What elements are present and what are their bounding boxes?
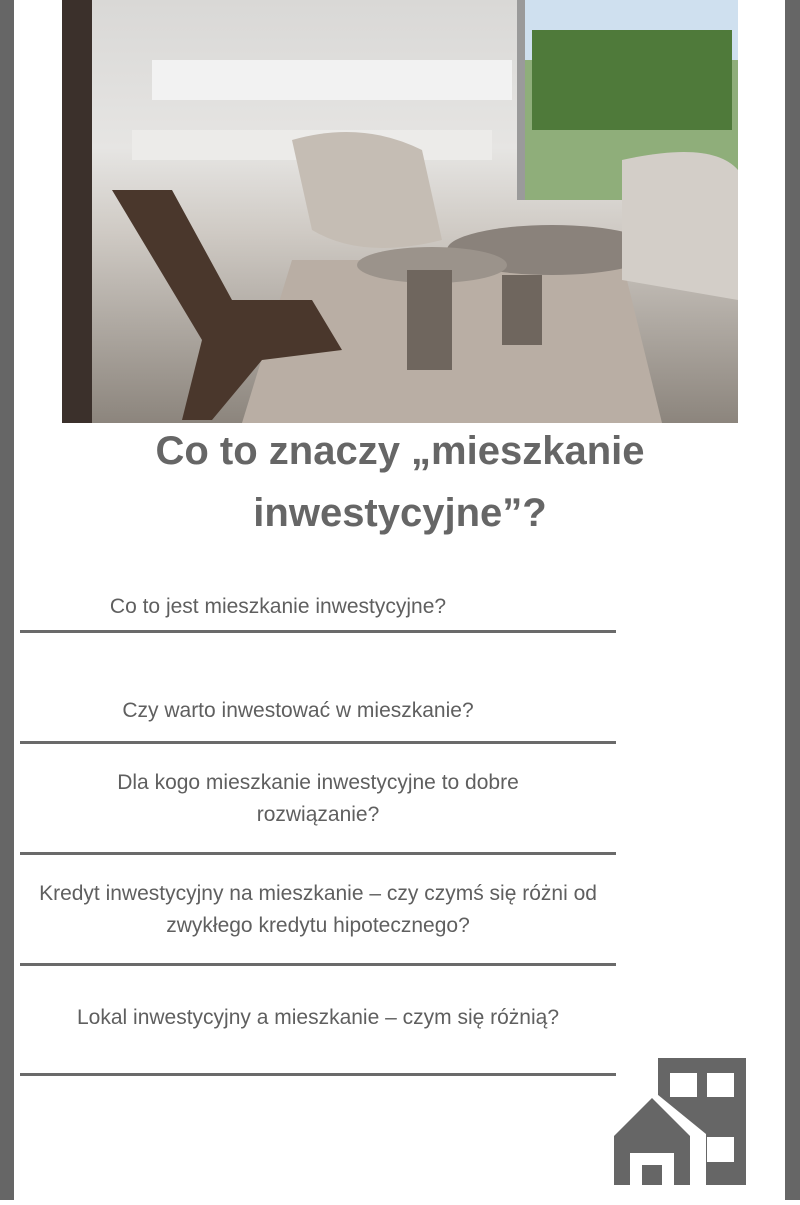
toc-link[interactable]: Co to jest mieszkanie inwestycyjne? (109, 595, 447, 618)
divider (20, 963, 616, 966)
divider (20, 1073, 616, 1076)
divider (20, 852, 616, 855)
house-building-icon (610, 1055, 750, 1205)
right-scrollbar-border (785, 0, 800, 1200)
toc-item[interactable] (20, 767, 616, 831)
divider (20, 630, 616, 633)
toc-link[interactable]: Czy warto inwestować w mieszkanie? (122, 699, 474, 722)
hero-interior-image (62, 0, 738, 423)
page-title: Co to znaczy „mieszkanie inwestycyjne”? (155, 429, 645, 535)
toc-link[interactable]: Kredyt inwestycyjny na mieszkanie – czy czymś się różni od zwykłego kredytu hipotecznego? (39, 882, 597, 937)
divider (20, 741, 616, 744)
left-border (0, 0, 14, 1200)
toc-item[interactable] (20, 591, 616, 623)
toc-item[interactable] (20, 695, 616, 727)
toc-link[interactable]: Lokal inwestycyjny a mieszkanie – czym się różnią? (76, 1006, 560, 1029)
toc-item[interactable] (20, 878, 616, 942)
toc-item[interactable] (20, 1002, 616, 1034)
toc-link[interactable]: Dla kogo mieszkanie inwestycyjne to dobre rozwiązanie? (117, 771, 519, 826)
